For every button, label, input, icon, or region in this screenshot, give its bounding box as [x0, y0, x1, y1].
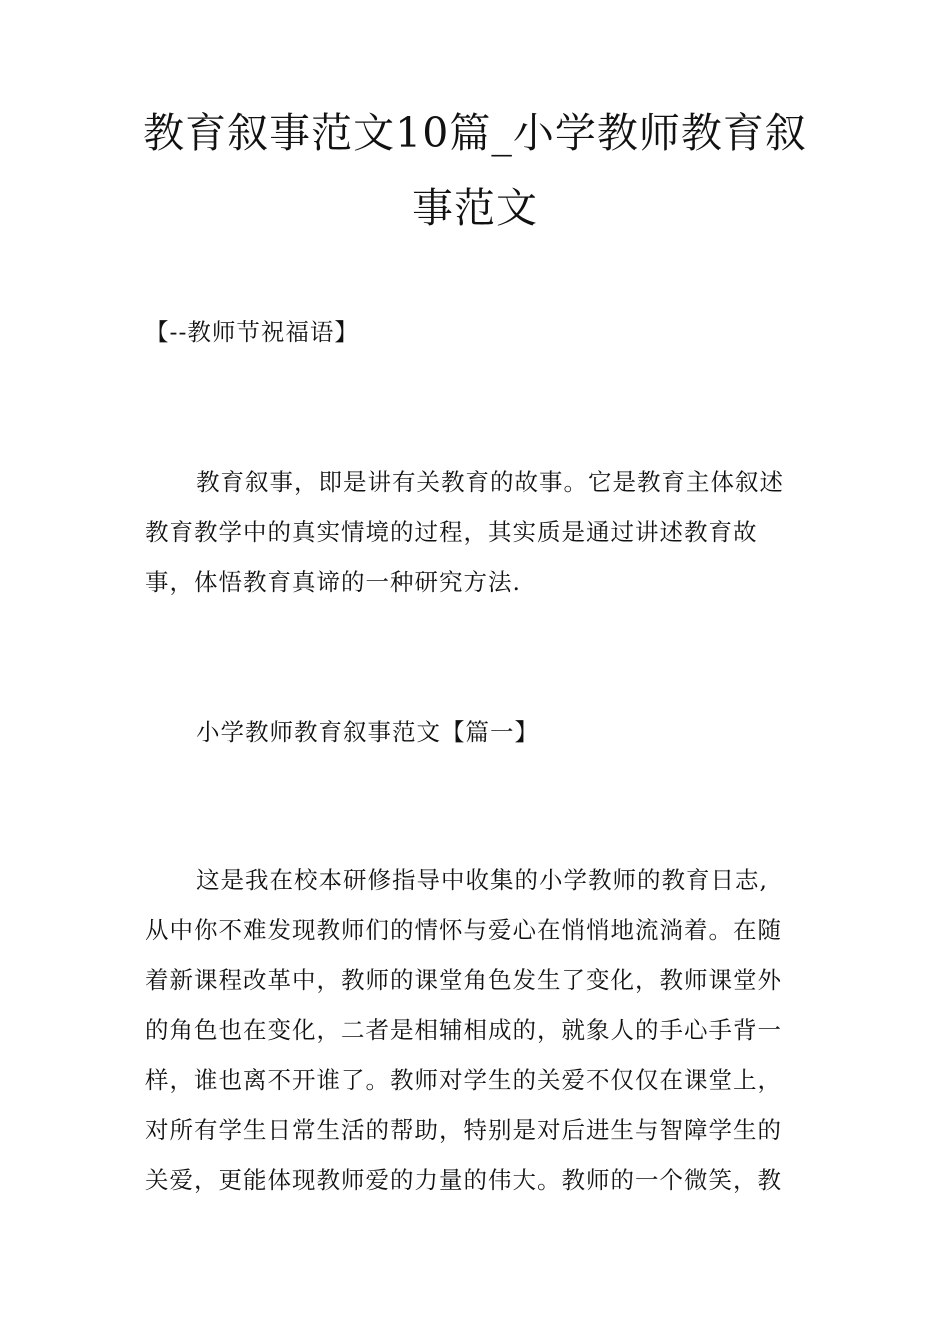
body-paragraph-line: 着新课程改革中，教师的课堂角色发生了变化，教师课堂外 — [145, 966, 782, 994]
body-paragraph-line: 关爱，更能体现教师爱的力量的伟大。教师的一个微笑，教 — [145, 1166, 782, 1194]
category-tag: 【--教师节祝福语】 — [145, 318, 359, 346]
document-title-line-1: 教育叙事范文10篇_小学教师教育叙 — [143, 109, 807, 157]
body-paragraph-line: 这是我在校本研修指导中收集的小学教师的教育日志, — [196, 866, 768, 894]
document-title-line-2: 事范文 — [412, 184, 538, 232]
intro-paragraph-line: 事，体悟教育真谛的一种研究方法. — [145, 568, 521, 596]
body-paragraph-line: 从中你不难发现教师们的情怀与爱心在悄悄地流淌着。在随 — [145, 916, 782, 944]
body-paragraph-line: 样，谁也离不开谁了。教师对学生的关爱不仅仅在课堂上， — [145, 1066, 782, 1094]
intro-paragraph-line: 教育叙事，即是讲有关教育的故事。它是教育主体叙述 — [196, 468, 784, 496]
intro-paragraph-line: 教育教学中的真实情境的过程，其实质是通过讲述教育故 — [145, 518, 758, 546]
body-paragraph-line: 对所有学生日常生活的帮助，特别是对后进生与智障学生的 — [145, 1116, 782, 1144]
section-heading: 小学教师教育叙事范文【篇一】 — [196, 718, 539, 746]
body-paragraph-line: 的角色也在变化，二者是相辅相成的，就象人的手心手背一 — [145, 1016, 782, 1044]
